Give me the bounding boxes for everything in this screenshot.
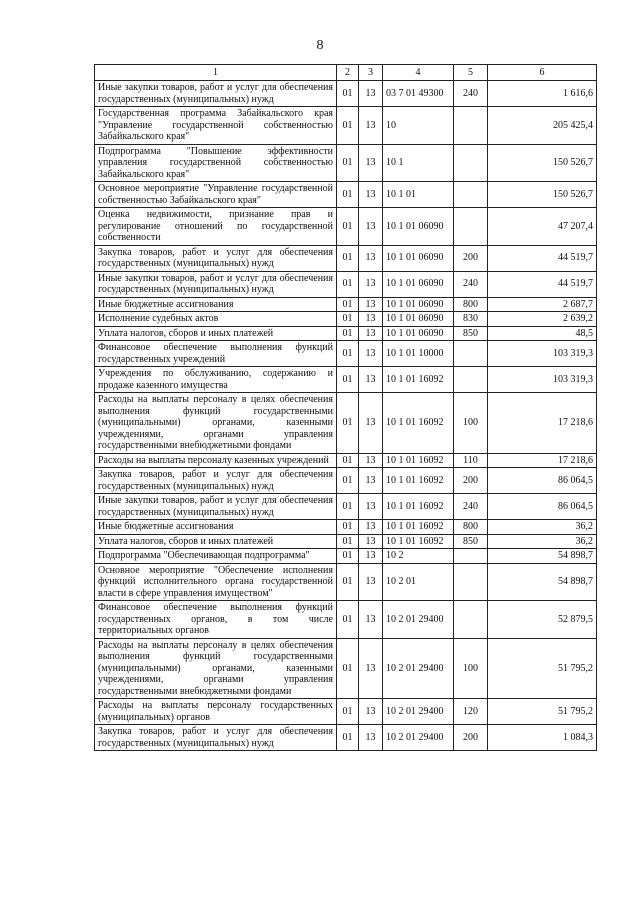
row-amount: 54 898,7 bbox=[488, 563, 597, 601]
row-amount: 103 319,3 bbox=[488, 367, 597, 393]
row-expense-type bbox=[454, 563, 488, 601]
row-expense-type: 240 bbox=[454, 271, 488, 297]
row-subsection: 13 bbox=[359, 601, 383, 639]
row-section: 01 bbox=[337, 271, 359, 297]
row-subsection: 13 bbox=[359, 549, 383, 564]
row-description: Иные закупки товаров, работ и услуг для обеспечения государственных (муниципальных) нужд bbox=[95, 271, 337, 297]
row-section: 01 bbox=[337, 601, 359, 639]
row-subsection: 13 bbox=[359, 563, 383, 601]
row-description: Иные бюджетные ассигнования bbox=[95, 520, 337, 535]
table-row bbox=[95, 312, 597, 327]
row-expense-type: 240 bbox=[454, 494, 488, 520]
row-amount: 36,2 bbox=[488, 520, 597, 535]
row-expense-type: 200 bbox=[454, 245, 488, 271]
row-subsection: 13 bbox=[359, 208, 383, 246]
row-amount: 2 687,7 bbox=[488, 297, 597, 312]
row-subsection: 13 bbox=[359, 534, 383, 549]
row-expense-type bbox=[454, 601, 488, 639]
row-amount: 150 526,7 bbox=[488, 182, 597, 208]
row-amount: 17 218,6 bbox=[488, 393, 597, 454]
table-row bbox=[95, 245, 597, 271]
row-description: Подпрограмма "Обеспечивающая подпрограмма" bbox=[95, 549, 337, 564]
row-amount: 48,5 bbox=[488, 326, 597, 341]
row-target-code: 10 1 01 06090 bbox=[383, 245, 454, 271]
table-row bbox=[95, 393, 597, 454]
row-expense-type bbox=[454, 367, 488, 393]
table-row bbox=[95, 326, 597, 341]
row-section: 01 bbox=[337, 725, 359, 751]
row-section: 01 bbox=[337, 326, 359, 341]
row-amount: 205 425,4 bbox=[488, 107, 597, 145]
row-amount: 44 519,7 bbox=[488, 245, 597, 271]
row-target-code: 10 1 01 16092 bbox=[383, 494, 454, 520]
row-description: Закупка товаров, работ и услуг для обеспечения государственных (муниципальных) нужд bbox=[95, 468, 337, 494]
row-description: Иные бюджетные ассигнования bbox=[95, 297, 337, 312]
table-row bbox=[95, 341, 597, 367]
row-expense-type bbox=[454, 549, 488, 564]
row-expense-type: 100 bbox=[454, 638, 488, 699]
table-row bbox=[95, 208, 597, 246]
row-expense-type: 240 bbox=[454, 81, 488, 107]
row-subsection: 13 bbox=[359, 367, 383, 393]
row-description: Иные закупки товаров, работ и услуг для обеспечения государственных (муниципальных) нужд bbox=[95, 494, 337, 520]
row-target-code: 10 1 01 bbox=[383, 182, 454, 208]
row-expense-type bbox=[454, 182, 488, 208]
row-description: Иные закупки товаров, работ и услуг для обеспечения государственных (муниципальных) нужд bbox=[95, 81, 337, 107]
page-number: 8 bbox=[316, 38, 324, 53]
row-amount: 36,2 bbox=[488, 534, 597, 549]
table-row bbox=[95, 534, 597, 549]
row-subsection: 13 bbox=[359, 271, 383, 297]
row-target-code: 10 1 01 16092 bbox=[383, 468, 454, 494]
row-expense-type: 800 bbox=[454, 520, 488, 535]
row-subsection: 13 bbox=[359, 341, 383, 367]
row-target-code: 10 1 01 06090 bbox=[383, 208, 454, 246]
row-amount: 54 898,7 bbox=[488, 549, 597, 564]
row-expense-type: 200 bbox=[454, 468, 488, 494]
table-row bbox=[95, 494, 597, 520]
row-target-code: 10 1 01 06090 bbox=[383, 312, 454, 327]
row-section: 01 bbox=[337, 453, 359, 468]
row-expense-type bbox=[454, 107, 488, 145]
row-target-code: 10 2 01 29400 bbox=[383, 601, 454, 639]
row-target-code: 10 1 01 16092 bbox=[383, 367, 454, 393]
row-description: Исполнение судебных актов bbox=[95, 312, 337, 327]
row-description: Учреждения по обслуживанию, содержанию и продаже казенного имущества bbox=[95, 367, 337, 393]
row-subsection: 13 bbox=[359, 725, 383, 751]
row-subsection: 13 bbox=[359, 297, 383, 312]
table-header-row bbox=[95, 65, 597, 81]
table-row bbox=[95, 638, 597, 699]
row-target-code: 10 1 01 16092 bbox=[383, 534, 454, 549]
row-expense-type: 100 bbox=[454, 393, 488, 454]
row-description: Расходы на выплаты персоналу в целях обеспечения выполнения функций государственными (муниципальными) органами, казенными учреждениями, органами управления государственными внебюджетными фондами bbox=[95, 638, 337, 699]
row-target-code: 10 2 01 29400 bbox=[383, 725, 454, 751]
table-row bbox=[95, 520, 597, 535]
row-section: 01 bbox=[337, 81, 359, 107]
row-target-code: 10 2 01 bbox=[383, 563, 454, 601]
row-section: 01 bbox=[337, 699, 359, 725]
row-amount: 52 879,5 bbox=[488, 601, 597, 639]
row-section: 01 bbox=[337, 144, 359, 182]
table-row bbox=[95, 549, 597, 564]
row-section: 01 bbox=[337, 638, 359, 699]
row-amount: 150 526,7 bbox=[488, 144, 597, 182]
header-cell: 6 bbox=[488, 65, 597, 81]
table-row bbox=[95, 81, 597, 107]
row-section: 01 bbox=[337, 520, 359, 535]
row-amount: 1 616,6 bbox=[488, 81, 597, 107]
header-cell: 2 bbox=[337, 65, 359, 81]
table-row bbox=[95, 601, 597, 639]
row-section: 01 bbox=[337, 393, 359, 454]
row-subsection: 13 bbox=[359, 453, 383, 468]
row-target-code: 10 bbox=[383, 107, 454, 145]
row-amount: 17 218,6 bbox=[488, 453, 597, 468]
table-row bbox=[95, 144, 597, 182]
row-target-code: 10 2 bbox=[383, 549, 454, 564]
row-description: Уплата налогов, сборов и иных платежей bbox=[95, 326, 337, 341]
row-expense-type: 110 bbox=[454, 453, 488, 468]
row-subsection: 13 bbox=[359, 494, 383, 520]
row-section: 01 bbox=[337, 367, 359, 393]
row-target-code: 10 1 01 16092 bbox=[383, 520, 454, 535]
row-target-code: 10 1 01 06090 bbox=[383, 326, 454, 341]
row-section: 01 bbox=[337, 208, 359, 246]
row-target-code: 10 1 01 06090 bbox=[383, 297, 454, 312]
row-section: 01 bbox=[337, 182, 359, 208]
row-description: Основное мероприятие "Обеспечение исполнения функций исполнительного органа государственной власти в сфере управления имуществом" bbox=[95, 563, 337, 601]
row-expense-type: 200 bbox=[454, 725, 488, 751]
row-target-code: 10 1 01 16092 bbox=[383, 453, 454, 468]
table-row bbox=[95, 367, 597, 393]
row-description: Расходы на выплаты персоналу государственных (муниципальных) органов bbox=[95, 699, 337, 725]
row-amount: 51 795,2 bbox=[488, 638, 597, 699]
row-subsection: 13 bbox=[359, 81, 383, 107]
table-row bbox=[95, 563, 597, 601]
row-target-code: 10 2 01 29400 bbox=[383, 699, 454, 725]
row-amount: 47 207,4 bbox=[488, 208, 597, 246]
row-subsection: 13 bbox=[359, 245, 383, 271]
header-cell: 5 bbox=[454, 65, 488, 81]
row-section: 01 bbox=[337, 563, 359, 601]
table-row bbox=[95, 453, 597, 468]
header-cell: 1 bbox=[95, 65, 337, 81]
row-section: 01 bbox=[337, 341, 359, 367]
row-description: Закупка товаров, работ и услуг для обеспечения государственных (муниципальных) нужд bbox=[95, 245, 337, 271]
row-section: 01 bbox=[337, 312, 359, 327]
row-subsection: 13 bbox=[359, 468, 383, 494]
row-section: 01 bbox=[337, 297, 359, 312]
table-row bbox=[95, 107, 597, 145]
row-section: 01 bbox=[337, 107, 359, 145]
row-target-code: 10 1 bbox=[383, 144, 454, 182]
row-description: Финансовое обеспечение выполнения функций государственных учреждений bbox=[95, 341, 337, 367]
row-subsection: 13 bbox=[359, 520, 383, 535]
row-section: 01 bbox=[337, 468, 359, 494]
row-subsection: 13 bbox=[359, 182, 383, 208]
row-description: Финансовое обеспечение выполнения функций государственных органов, в том числе территориальных органов bbox=[95, 601, 337, 639]
row-subsection: 13 bbox=[359, 393, 383, 454]
row-description: Основное мероприятие "Управление государственной собственностью Забайкальского края" bbox=[95, 182, 337, 208]
row-description: Закупка товаров, работ и услуг для обеспечения государственных (муниципальных) нужд bbox=[95, 725, 337, 751]
header-cell: 4 bbox=[383, 65, 454, 81]
row-amount: 44 519,7 bbox=[488, 271, 597, 297]
row-amount: 51 795,2 bbox=[488, 699, 597, 725]
table-row bbox=[95, 699, 597, 725]
row-description: Расходы на выплаты персоналу в целях обеспечения выполнения функций государственными (муниципальными) органами, казенными учреждениями, органами управления государственными внебюджетными фондами bbox=[95, 393, 337, 454]
row-amount: 2 639,2 bbox=[488, 312, 597, 327]
row-expense-type: 800 bbox=[454, 297, 488, 312]
row-description: Оценка недвижимости, признание прав и регулирование отношений по государственной собственности bbox=[95, 208, 337, 246]
row-target-code: 03 7 01 49300 bbox=[383, 81, 454, 107]
row-amount: 86 064,5 bbox=[488, 468, 597, 494]
row-expense-type: 120 bbox=[454, 699, 488, 725]
row-subsection: 13 bbox=[359, 107, 383, 145]
row-subsection: 13 bbox=[359, 144, 383, 182]
row-subsection: 13 bbox=[359, 326, 383, 341]
row-amount: 1 084,3 bbox=[488, 725, 597, 751]
row-section: 01 bbox=[337, 494, 359, 520]
row-target-code: 10 1 01 06090 bbox=[383, 271, 454, 297]
row-section: 01 bbox=[337, 245, 359, 271]
row-description: Подпрограмма "Повышение эффективности управления государственной собственностью Забайкальского края" bbox=[95, 144, 337, 182]
row-amount: 103 319,3 bbox=[488, 341, 597, 367]
row-description: Государственная программа Забайкальского края "Управление государственной собственностью Забайкальского края" bbox=[95, 107, 337, 145]
table-row bbox=[95, 468, 597, 494]
row-description: Расходы на выплаты персоналу казенных учреждений bbox=[95, 453, 337, 468]
row-target-code: 10 1 01 10000 bbox=[383, 341, 454, 367]
table-row bbox=[95, 297, 597, 312]
row-target-code: 10 2 01 29400 bbox=[383, 638, 454, 699]
row-subsection: 13 bbox=[359, 638, 383, 699]
row-description: Уплата налогов, сборов и иных платежей bbox=[95, 534, 337, 549]
row-expense-type: 830 bbox=[454, 312, 488, 327]
row-subsection: 13 bbox=[359, 699, 383, 725]
row-section: 01 bbox=[337, 549, 359, 564]
header-cell: 3 bbox=[359, 65, 383, 81]
row-expense-type bbox=[454, 144, 488, 182]
row-target-code: 10 1 01 16092 bbox=[383, 393, 454, 454]
row-subsection: 13 bbox=[359, 312, 383, 327]
row-expense-type bbox=[454, 208, 488, 246]
table-row bbox=[95, 182, 597, 208]
table-row bbox=[95, 271, 597, 297]
row-expense-type: 850 bbox=[454, 534, 488, 549]
row-section: 01 bbox=[337, 534, 359, 549]
row-amount: 86 064,5 bbox=[488, 494, 597, 520]
row-expense-type: 850 bbox=[454, 326, 488, 341]
budget-table bbox=[94, 64, 597, 751]
row-expense-type bbox=[454, 341, 488, 367]
table-row bbox=[95, 725, 597, 751]
